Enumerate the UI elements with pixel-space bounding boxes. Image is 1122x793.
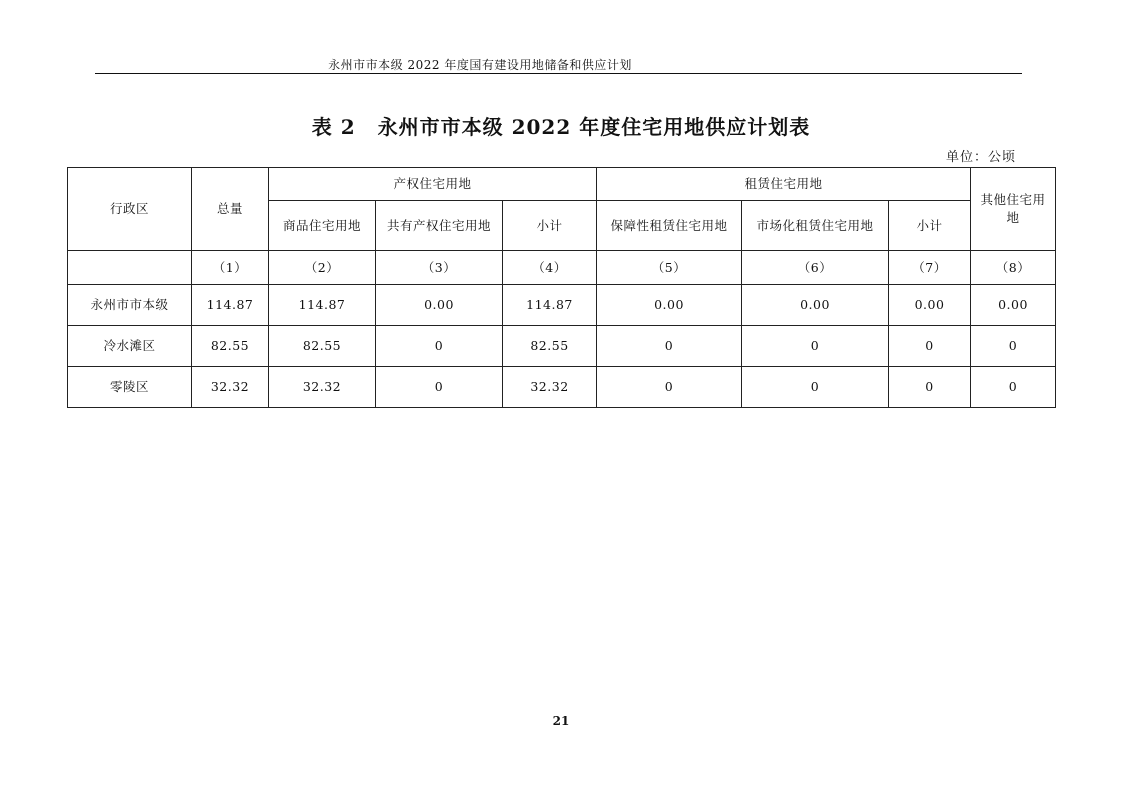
value-cell: 82.55: [503, 326, 597, 367]
header-district: 行政区: [68, 168, 192, 251]
table-row: [68, 326, 1056, 367]
value-cell: 82.55: [192, 326, 269, 367]
header-commercial: 商品住宅用地: [269, 201, 376, 251]
index-cell: （2）: [269, 251, 376, 285]
header-rule: [95, 73, 1022, 74]
value-cell: 82.55: [269, 326, 376, 367]
table-title-text: 永州市市本级 2022 年度住宅用地供应计划表: [377, 115, 811, 139]
value-cell: 0: [597, 367, 742, 408]
index-cell-empty: [68, 251, 192, 285]
value-cell: 0.00: [889, 285, 971, 326]
district-cell: 冷水滩区: [68, 326, 192, 367]
value-cell: 114.87: [269, 285, 376, 326]
value-cell: 0: [376, 326, 503, 367]
value-cell: 0: [742, 367, 889, 408]
index-cell: （3）: [376, 251, 503, 285]
index-cell: （7）: [889, 251, 971, 285]
value-cell: 0: [971, 367, 1056, 408]
value-cell: 0.00: [971, 285, 1056, 326]
header-rental-subtotal: 小计: [889, 201, 971, 251]
column-index-row: [68, 251, 1056, 285]
running-header: 永州市市本级 2022 年度国有建设用地储备和供应计划: [328, 58, 632, 72]
district-cell: 永州市市本级: [68, 285, 192, 326]
value-cell: 0: [889, 367, 971, 408]
page-number: 21: [552, 714, 570, 728]
value-cell: 0: [597, 326, 742, 367]
header-market-rental: 市场化租赁住宅用地: [742, 201, 889, 251]
index-cell: （6）: [742, 251, 889, 285]
value-cell: 0.00: [742, 285, 889, 326]
value-cell: 0: [376, 367, 503, 408]
header-row-1: [68, 168, 1056, 201]
value-cell: 0: [889, 326, 971, 367]
index-cell: （4）: [503, 251, 597, 285]
value-cell: 114.87: [503, 285, 597, 326]
value-cell: 32.32: [269, 367, 376, 408]
header-affordable-rental: 保障性租赁住宅用地: [597, 201, 742, 251]
index-cell: （1）: [192, 251, 269, 285]
index-cell: （5）: [597, 251, 742, 285]
value-cell: 32.32: [192, 367, 269, 408]
value-cell: 0.00: [597, 285, 742, 326]
header-shared: 共有产权住宅用地: [376, 201, 503, 251]
residential-land-supply-table: [67, 167, 1056, 408]
table-row: [68, 367, 1056, 408]
header-other: 其他住宅用地: [971, 168, 1056, 251]
header-property-subtotal: 小计: [503, 201, 597, 251]
unit-label: 单位：公顷: [946, 150, 1017, 165]
header-rental-group: 租赁住宅用地: [597, 168, 971, 201]
header-total: 总量: [192, 168, 269, 251]
table-row: [68, 285, 1056, 326]
table-number: 表 2: [311, 115, 356, 139]
index-cell: （8）: [971, 251, 1056, 285]
table-title: [0, 111, 1122, 140]
value-cell: 0: [971, 326, 1056, 367]
value-cell: 114.87: [192, 285, 269, 326]
value-cell: 0: [742, 326, 889, 367]
value-cell: 32.32: [503, 367, 597, 408]
district-cell: 零陵区: [68, 367, 192, 408]
value-cell: 0.00: [376, 285, 503, 326]
header-property-group: 产权住宅用地: [269, 168, 597, 201]
